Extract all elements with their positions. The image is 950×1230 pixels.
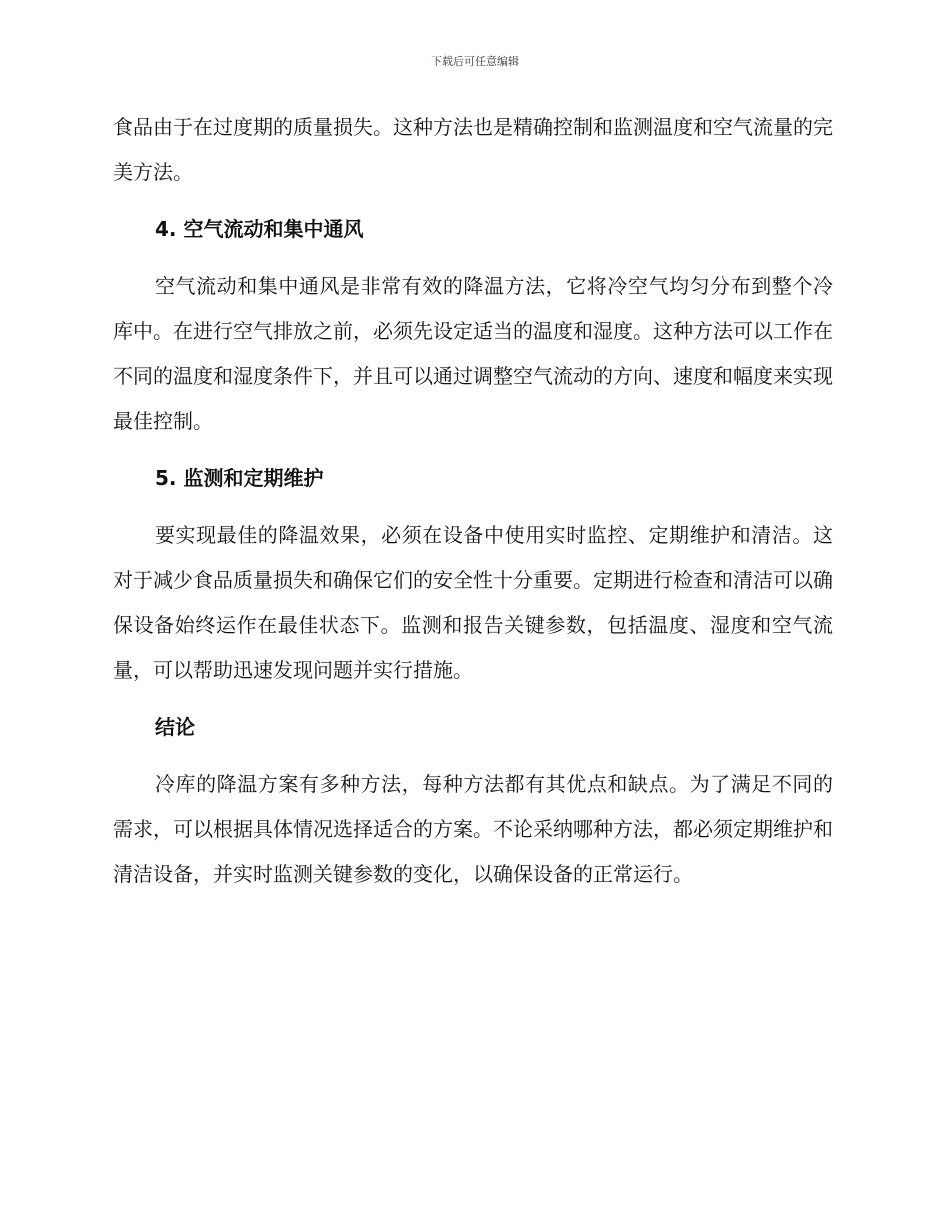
paragraph-continuation: 食品由于在过度期的质量损失。这种方法也是精确控制和监测温度和空气流量的完美方法。: [113, 115, 833, 184]
paragraph-airflow: 空气流动和集中通风是非常有效的降温方法，它将冷空气均匀分布到整个冷库中。在进行空气排放之前，必须先设定适当的温度和湿度。这种方法可以工作在不同的温度和湿度条件下，并且可以通过调整空气流动的方向、速度和幅度来实现最佳控制。: [113, 274, 833, 433]
document-body: [113, 105, 833, 909]
header-note: 下载后可任意编辑: [431, 55, 519, 68]
section-heading-conclusion: 结论: [155, 715, 195, 739]
paragraph-monitoring: 要实现最佳的降温效果，必须在设备中使用实时监控、定期维护和清洁。这对于减少食品质量损失和确保它们的安全性十分重要。定期进行检查和清洁可以确保设备始终运作在最佳状态下。监测和报告关键参数，包括温度、湿度和空气流量，可以帮助迅速发现问题并实行措施。: [113, 523, 833, 682]
section-heading-airflow: 4. 空气流动和集中通风: [155, 217, 364, 241]
paragraph-conclusion: 冷库的降温方案有多种方法，每种方法都有其优点和缺点。为了满足不同的需求，可以根据具体情况选择适合的方案。不论采纳哪种方法，都必须定期维护和清洁设备，并实时监测关键参数的变化，以确保设备的正常运行。: [113, 772, 833, 886]
section-heading-monitoring: 5. 监测和定期维护: [155, 466, 324, 490]
